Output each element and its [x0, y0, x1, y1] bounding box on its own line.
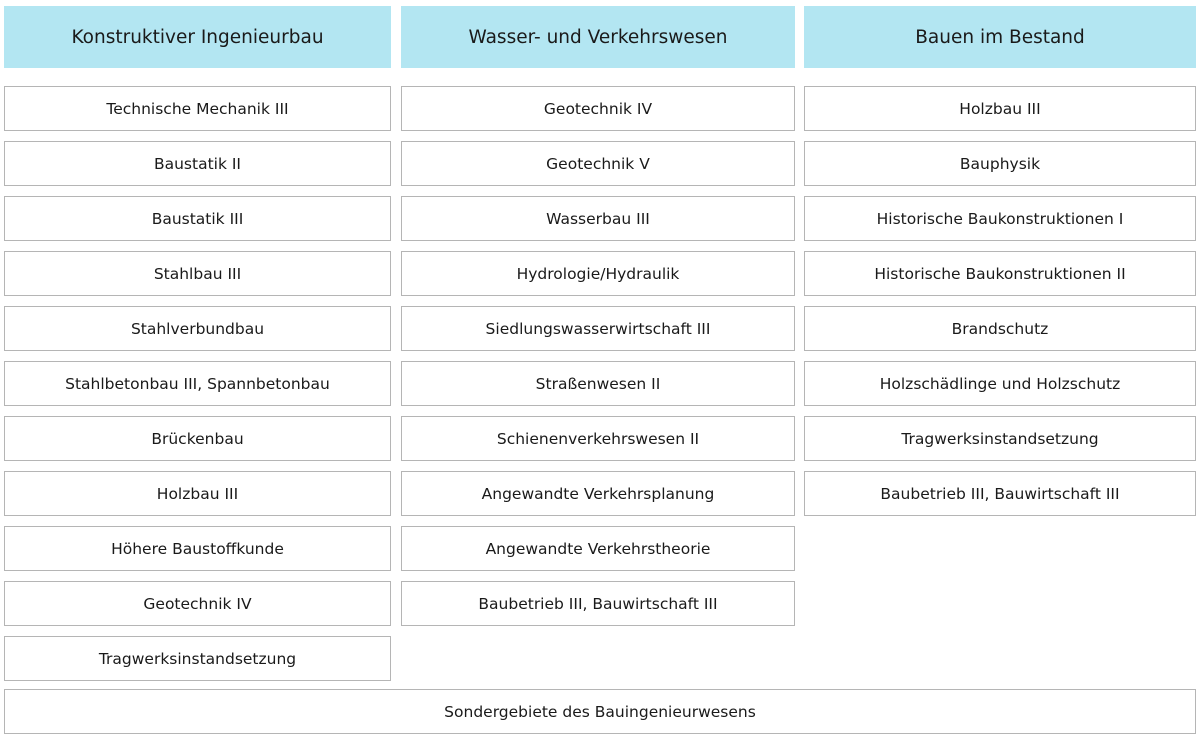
course-box: Schienenverkehrswesen II — [401, 416, 795, 461]
column-items — [4, 86, 391, 681]
course-box: Angewandte Verkehrsplanung — [401, 471, 795, 516]
column-items — [804, 86, 1196, 516]
course-box: Geotechnik IV — [401, 86, 795, 131]
course-box: Hydrologie/Hydraulik — [401, 251, 795, 296]
course-box: Angewandte Verkehrstheorie — [401, 526, 795, 571]
course-box: Baubetrieb III, Bauwirtschaft III — [401, 581, 795, 626]
course-box: Wasserbau III — [401, 196, 795, 241]
course-box: Stahlbetonbau III, Spannbetonbau — [4, 361, 391, 406]
course-box: Technische Mechanik III — [4, 86, 391, 131]
course-box: Baustatik II — [4, 141, 391, 186]
course-box: Höhere Baustoffkunde — [4, 526, 391, 571]
course-box: Tragwerksinstandsetzung — [804, 416, 1196, 461]
column-konstruktiver-ingenieurbau — [4, 6, 391, 681]
course-box: Historische Baukonstruktionen I — [804, 196, 1196, 241]
course-box: Straßenwesen II — [401, 361, 795, 406]
footer-box: Sondergebiete des Bauingenieurwesens — [4, 689, 1196, 734]
column-items — [401, 86, 795, 626]
course-box: Brandschutz — [804, 306, 1196, 351]
column-header: Wasser- und Verkehrswesen — [401, 6, 795, 68]
course-box: Siedlungswasserwirtschaft III — [401, 306, 795, 351]
course-box: Tragwerksinstandsetzung — [4, 636, 391, 681]
course-box: Brückenbau — [4, 416, 391, 461]
course-box: Geotechnik IV — [4, 581, 391, 626]
course-box: Geotechnik V — [401, 141, 795, 186]
course-box: Stahlverbundbau — [4, 306, 391, 351]
column-wasser-und-verkehrswesen — [401, 6, 795, 626]
course-box: Holzbau III — [804, 86, 1196, 131]
course-box: Stahlbau III — [4, 251, 391, 296]
column-bauen-im-bestand — [804, 6, 1196, 516]
column-header: Bauen im Bestand — [804, 6, 1196, 68]
course-box: Baustatik III — [4, 196, 391, 241]
course-box: Bauphysik — [804, 141, 1196, 186]
column-header: Konstruktiver Ingenieurbau — [4, 6, 391, 68]
course-box: Holzbau III — [4, 471, 391, 516]
course-box: Historische Baukonstruktionen II — [804, 251, 1196, 296]
course-box: Baubetrieb III, Bauwirtschaft III — [804, 471, 1196, 516]
course-box: Holzschädlinge und Holzschutz — [804, 361, 1196, 406]
